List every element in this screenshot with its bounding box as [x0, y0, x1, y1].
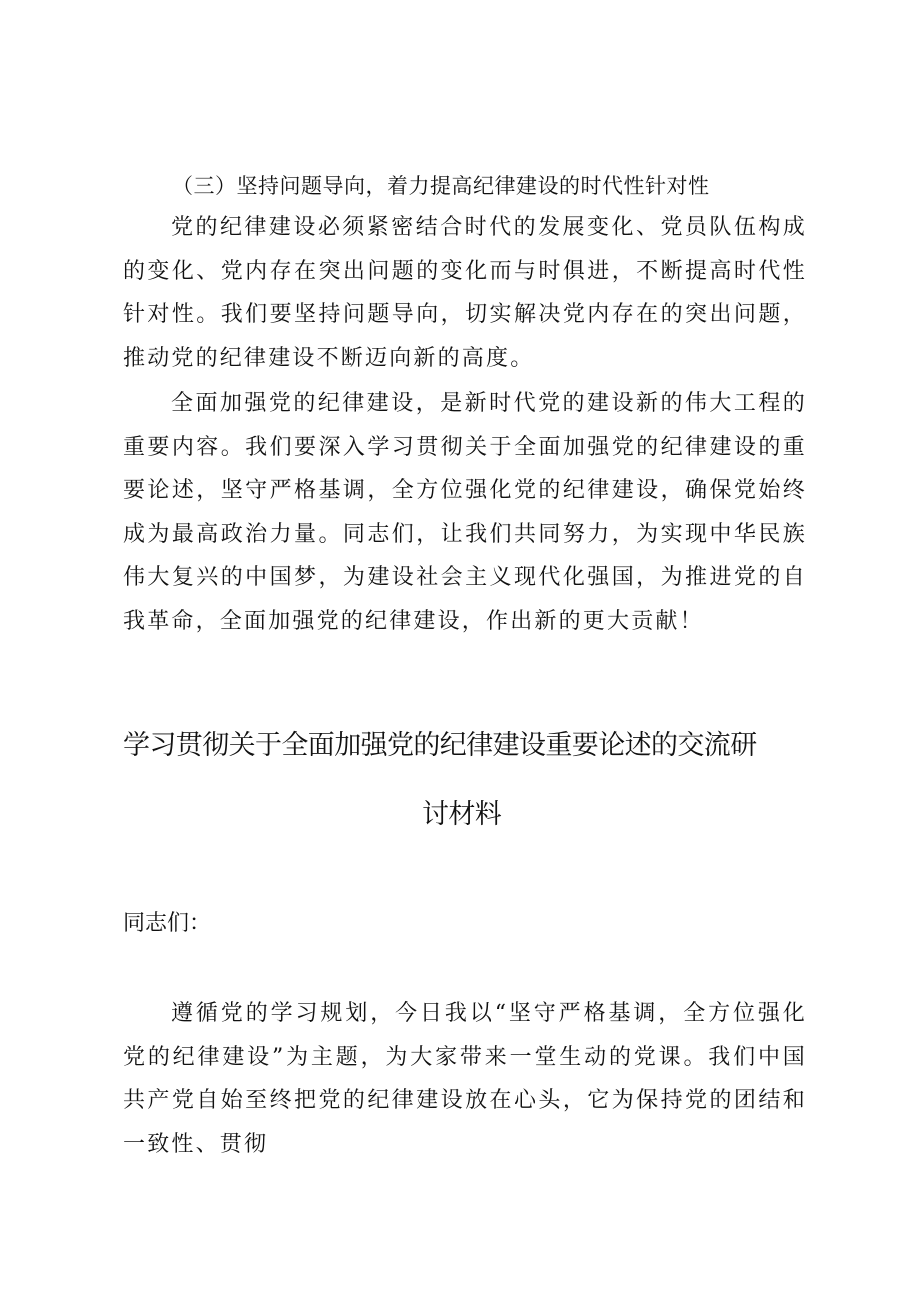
section-heading: （三）坚持问题导向，着力提高纪律建设的时代性针对性: [172, 174, 710, 198]
body-paragraph: 全面加强党的纪律建设，是新时代党的建设新的伟大工程的重要内容。我们要深入学习贯彻关于全面加强党的纪律建设的重要论述，坚守严格基调，全方位强化党的纪律建设，确保党始终成为最高政治力量。同志们，让我们共同努力，为实现中华民族伟大复兴的中国梦，为建设社会主义现代化强国，为推进党的自我革命，全面加强党的纪律建设，作出新的更大贡献！: [123, 391, 807, 634]
article-title-line-2: 讨材料: [422, 799, 502, 830]
body-paragraph: 党的纪律建设必须紧密结合时代的发展变化、党员队伍构成的变化、党内存在突出问题的变化而与时俱进，不断提高时代性针对性。我们要坚持问题导向，切实解决党内存在的突出问题，推动党的纪律建设不断迈向新的高度。: [123, 215, 807, 371]
body-paragraph: 遵循党的学习规划，今日我以“坚守严格基调，全方位强化党的纪律建设”为主题，为大家带来一堂生动的党课。我们中国共产党自始至终把党的纪律建设放在心头，它为保持党的团结和一致性、贯彻: [123, 1001, 807, 1157]
salutation: 同志们：: [123, 911, 212, 936]
article-title-line-1: 学习贯彻关于全面加强党的纪律建设重要论述的交流研: [123, 730, 757, 761]
